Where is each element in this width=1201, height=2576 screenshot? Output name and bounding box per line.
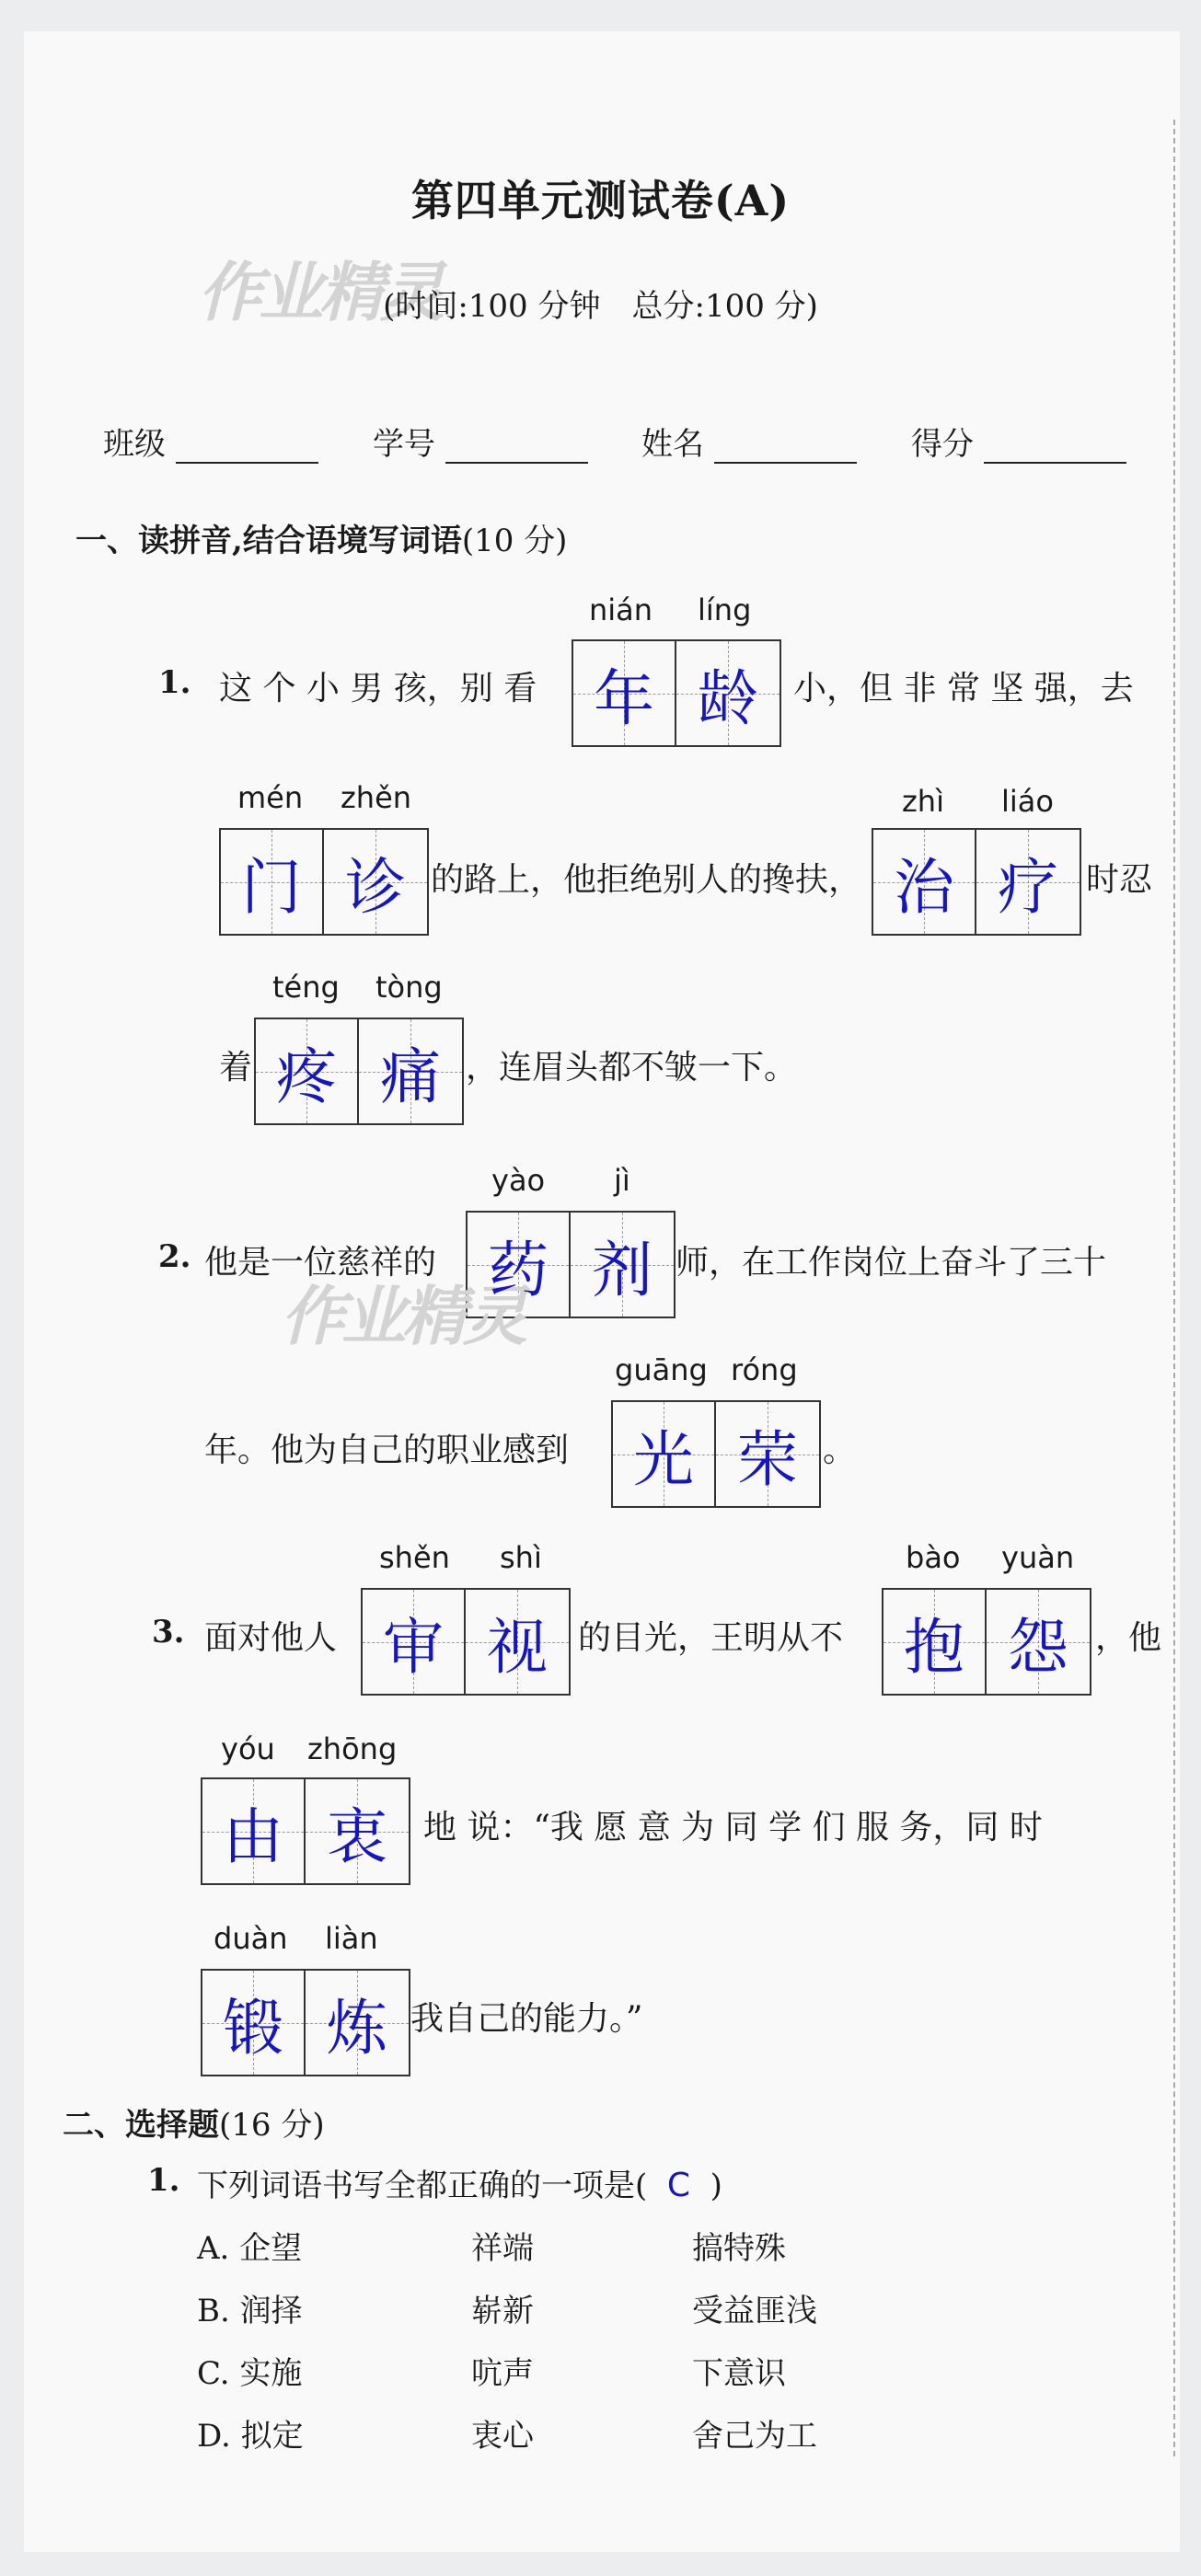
option-c-label: C. 实施 xyxy=(197,2355,303,2392)
answer-grid[interactable] xyxy=(219,828,429,936)
handwritten-answer: 视 xyxy=(487,1612,548,1683)
section2-points: (16 分) xyxy=(219,2107,325,2144)
pinyin: duàn xyxy=(214,1921,288,1956)
q3-text-3: ，他 xyxy=(1095,1619,1162,1657)
s2-q1-close-paren: ) xyxy=(710,2168,722,2204)
pinyin: líng xyxy=(698,592,752,627)
section1-heading xyxy=(75,515,567,560)
handwritten-answer: 怨 xyxy=(1008,1612,1068,1683)
q1-text-1: 这 个 小 男 孩，别 看 xyxy=(219,670,537,707)
pinyin: liáo xyxy=(1001,784,1054,819)
section2-heading xyxy=(63,2099,325,2145)
pinyin: mén xyxy=(237,780,304,815)
handwritten-answer: 审 xyxy=(383,1612,444,1683)
s2-q1-stem xyxy=(197,2160,722,2205)
handwritten-answer: 锻 xyxy=(223,1993,283,2064)
q3-text-1: 面对他人 xyxy=(204,1619,338,1657)
grid-cell[interactable] xyxy=(256,1019,359,1123)
pinyin: bào xyxy=(906,1540,961,1575)
option-c-word3: 下意识 xyxy=(692,2355,786,2392)
grid-cell[interactable] xyxy=(202,1971,306,2075)
handwritten-answer: 荣 xyxy=(737,1424,798,1495)
pinyin: shì xyxy=(500,1540,542,1575)
q2-number: 2. xyxy=(158,1238,191,1275)
field-number xyxy=(373,419,588,464)
grid-cell[interactable] xyxy=(676,641,779,745)
grid-cell[interactable] xyxy=(716,1402,819,1506)
answer-grid[interactable] xyxy=(611,1400,821,1508)
answer-grid[interactable] xyxy=(872,828,1081,936)
page-subtitle: (时间:100 分钟 总分:100 分) xyxy=(383,288,818,325)
field-score xyxy=(911,419,1126,464)
field-score-blank[interactable] xyxy=(984,434,1126,464)
section1-title: 一、读拼音,结合语境写词语 xyxy=(75,523,462,559)
option-d-word3: 舍己为工 xyxy=(692,2418,817,2455)
q1-number: 1. xyxy=(158,664,191,701)
q3-text-5: 我自己的能力。” xyxy=(410,2000,643,2038)
option-d-word2: 衷心 xyxy=(471,2418,534,2455)
watermark: 作业精灵 xyxy=(281,1279,524,1354)
field-class-blank[interactable] xyxy=(176,434,318,464)
page-fold-line xyxy=(1173,120,1175,2456)
option-c-word2: 吭声 xyxy=(471,2355,534,2392)
handwritten-answer: 疼 xyxy=(276,1041,337,1112)
q1-text-3: 的路上，他拒绝别人的搀扶， xyxy=(431,861,862,899)
option-d-label: D. 拟定 xyxy=(197,2418,304,2455)
option-b-word3: 受益匪浅 xyxy=(692,2293,817,2329)
grid-cell[interactable] xyxy=(221,830,324,934)
handwritten-answer: 治 xyxy=(894,852,954,923)
grid-cell[interactable] xyxy=(571,1213,674,1317)
field-name-blank[interactable] xyxy=(714,434,857,464)
pinyin: zhěn xyxy=(341,780,412,815)
answer-grid[interactable] xyxy=(361,1588,571,1696)
q3-text-2: 的目光，王明从不 xyxy=(578,1619,844,1657)
pinyin: téng xyxy=(272,970,340,1005)
handwritten-answer: 诊 xyxy=(345,852,406,923)
pinyin: róng xyxy=(731,1352,798,1387)
option-a-word2: 祥端 xyxy=(471,2230,534,2267)
pinyin: guāng xyxy=(615,1352,708,1387)
handwritten-answer: 药 xyxy=(488,1235,549,1305)
pinyin: yuàn xyxy=(1001,1540,1075,1575)
grid-cell[interactable] xyxy=(976,830,1080,934)
handwritten-answer: 龄 xyxy=(698,663,758,734)
grid-cell[interactable] xyxy=(987,1590,1090,1694)
field-name-label: 姓名 xyxy=(641,426,704,463)
watermark: 作业精灵 xyxy=(198,255,441,330)
field-name xyxy=(641,419,857,464)
handwritten-answer: 门 xyxy=(241,852,302,923)
grid-cell[interactable] xyxy=(873,830,976,934)
page-title: 第四单元测试卷(A) xyxy=(410,176,791,225)
answer-grid[interactable] xyxy=(201,1777,410,1885)
handwritten-answer: 由 xyxy=(223,1801,283,1872)
handwritten-answer: 衷 xyxy=(327,1801,387,1872)
handwritten-answer: 剂 xyxy=(592,1235,652,1305)
q1-text-5: 着 xyxy=(219,1049,253,1087)
q2-text-2: 师，在工作岗位上奋斗了三十 xyxy=(676,1244,1107,1282)
q1-text-2: 小，但 非 常 坚 强，去 xyxy=(793,670,1134,707)
grid-cell[interactable] xyxy=(202,1779,306,1883)
grid-cell[interactable] xyxy=(466,1590,569,1694)
grid-cell[interactable] xyxy=(363,1590,466,1694)
option-b-label: B. 润择 xyxy=(197,2293,303,2329)
pinyin: liàn xyxy=(325,1921,378,1956)
grid-cell[interactable] xyxy=(613,1402,716,1506)
q3-text-4: 地 说：“我 愿 意 为 同 学 们 服 务，同 时 xyxy=(423,1809,1043,1846)
pinyin: zhōng xyxy=(307,1731,398,1766)
grid-cell[interactable] xyxy=(468,1213,571,1317)
field-class xyxy=(103,419,318,464)
pinyin: yóu xyxy=(221,1731,275,1766)
answer-grid[interactable] xyxy=(572,639,781,747)
field-number-label: 学号 xyxy=(373,426,435,463)
option-a-label: A. 企望 xyxy=(197,2230,303,2267)
handwritten-choice-answer: C xyxy=(666,2167,691,2204)
answer-grid[interactable] xyxy=(201,1969,410,2076)
field-number-blank[interactable] xyxy=(445,434,588,464)
answer-grid[interactable] xyxy=(254,1018,464,1125)
field-class-label: 班级 xyxy=(103,426,166,463)
section1-points: (10 分) xyxy=(461,523,568,559)
answer-grid[interactable] xyxy=(882,1588,1091,1696)
s2-q1-stem-text: 下列词语书写全都正确的一项是( xyxy=(197,2168,648,2204)
pinyin: yào xyxy=(491,1163,546,1198)
pinyin: shěn xyxy=(379,1540,450,1575)
option-a-word3: 搞特殊 xyxy=(692,2230,786,2267)
handwritten-answer: 光 xyxy=(633,1424,694,1495)
grid-cell[interactable] xyxy=(306,1779,409,1883)
q3-number: 3. xyxy=(152,1614,185,1650)
grid-cell[interactable] xyxy=(324,830,427,934)
pinyin: jì xyxy=(614,1163,630,1198)
handwritten-answer: 年 xyxy=(594,663,654,734)
handwritten-answer: 痛 xyxy=(380,1041,441,1112)
q2-text-3: 年。他为自己的职业感到 xyxy=(204,1432,570,1469)
handwritten-answer: 炼 xyxy=(327,1993,387,2064)
grid-cell[interactable] xyxy=(883,1590,987,1694)
section2-title: 二、选择题 xyxy=(63,2107,219,2144)
q1-text-4: 时忍 xyxy=(1086,861,1153,899)
q2-text-1: 他是一位慈祥的 xyxy=(204,1244,437,1282)
handwritten-answer: 抱 xyxy=(904,1612,964,1683)
handwritten-answer: 疗 xyxy=(998,852,1058,923)
field-score-label: 得分 xyxy=(911,426,974,463)
option-b-word2: 崭新 xyxy=(471,2293,534,2329)
pinyin: zhì xyxy=(902,784,944,819)
q1-text-6: ，连眉头都不皱一下。 xyxy=(466,1049,798,1087)
pinyin: nián xyxy=(589,592,653,627)
pinyin: tòng xyxy=(375,970,443,1005)
grid-cell[interactable] xyxy=(306,1971,409,2075)
grid-cell[interactable] xyxy=(359,1019,462,1123)
grid-cell[interactable] xyxy=(573,641,676,745)
q2-text-4: 。 xyxy=(823,1432,857,1469)
s2-q1-number: 1. xyxy=(147,2162,180,2199)
answer-grid[interactable] xyxy=(466,1211,676,1318)
